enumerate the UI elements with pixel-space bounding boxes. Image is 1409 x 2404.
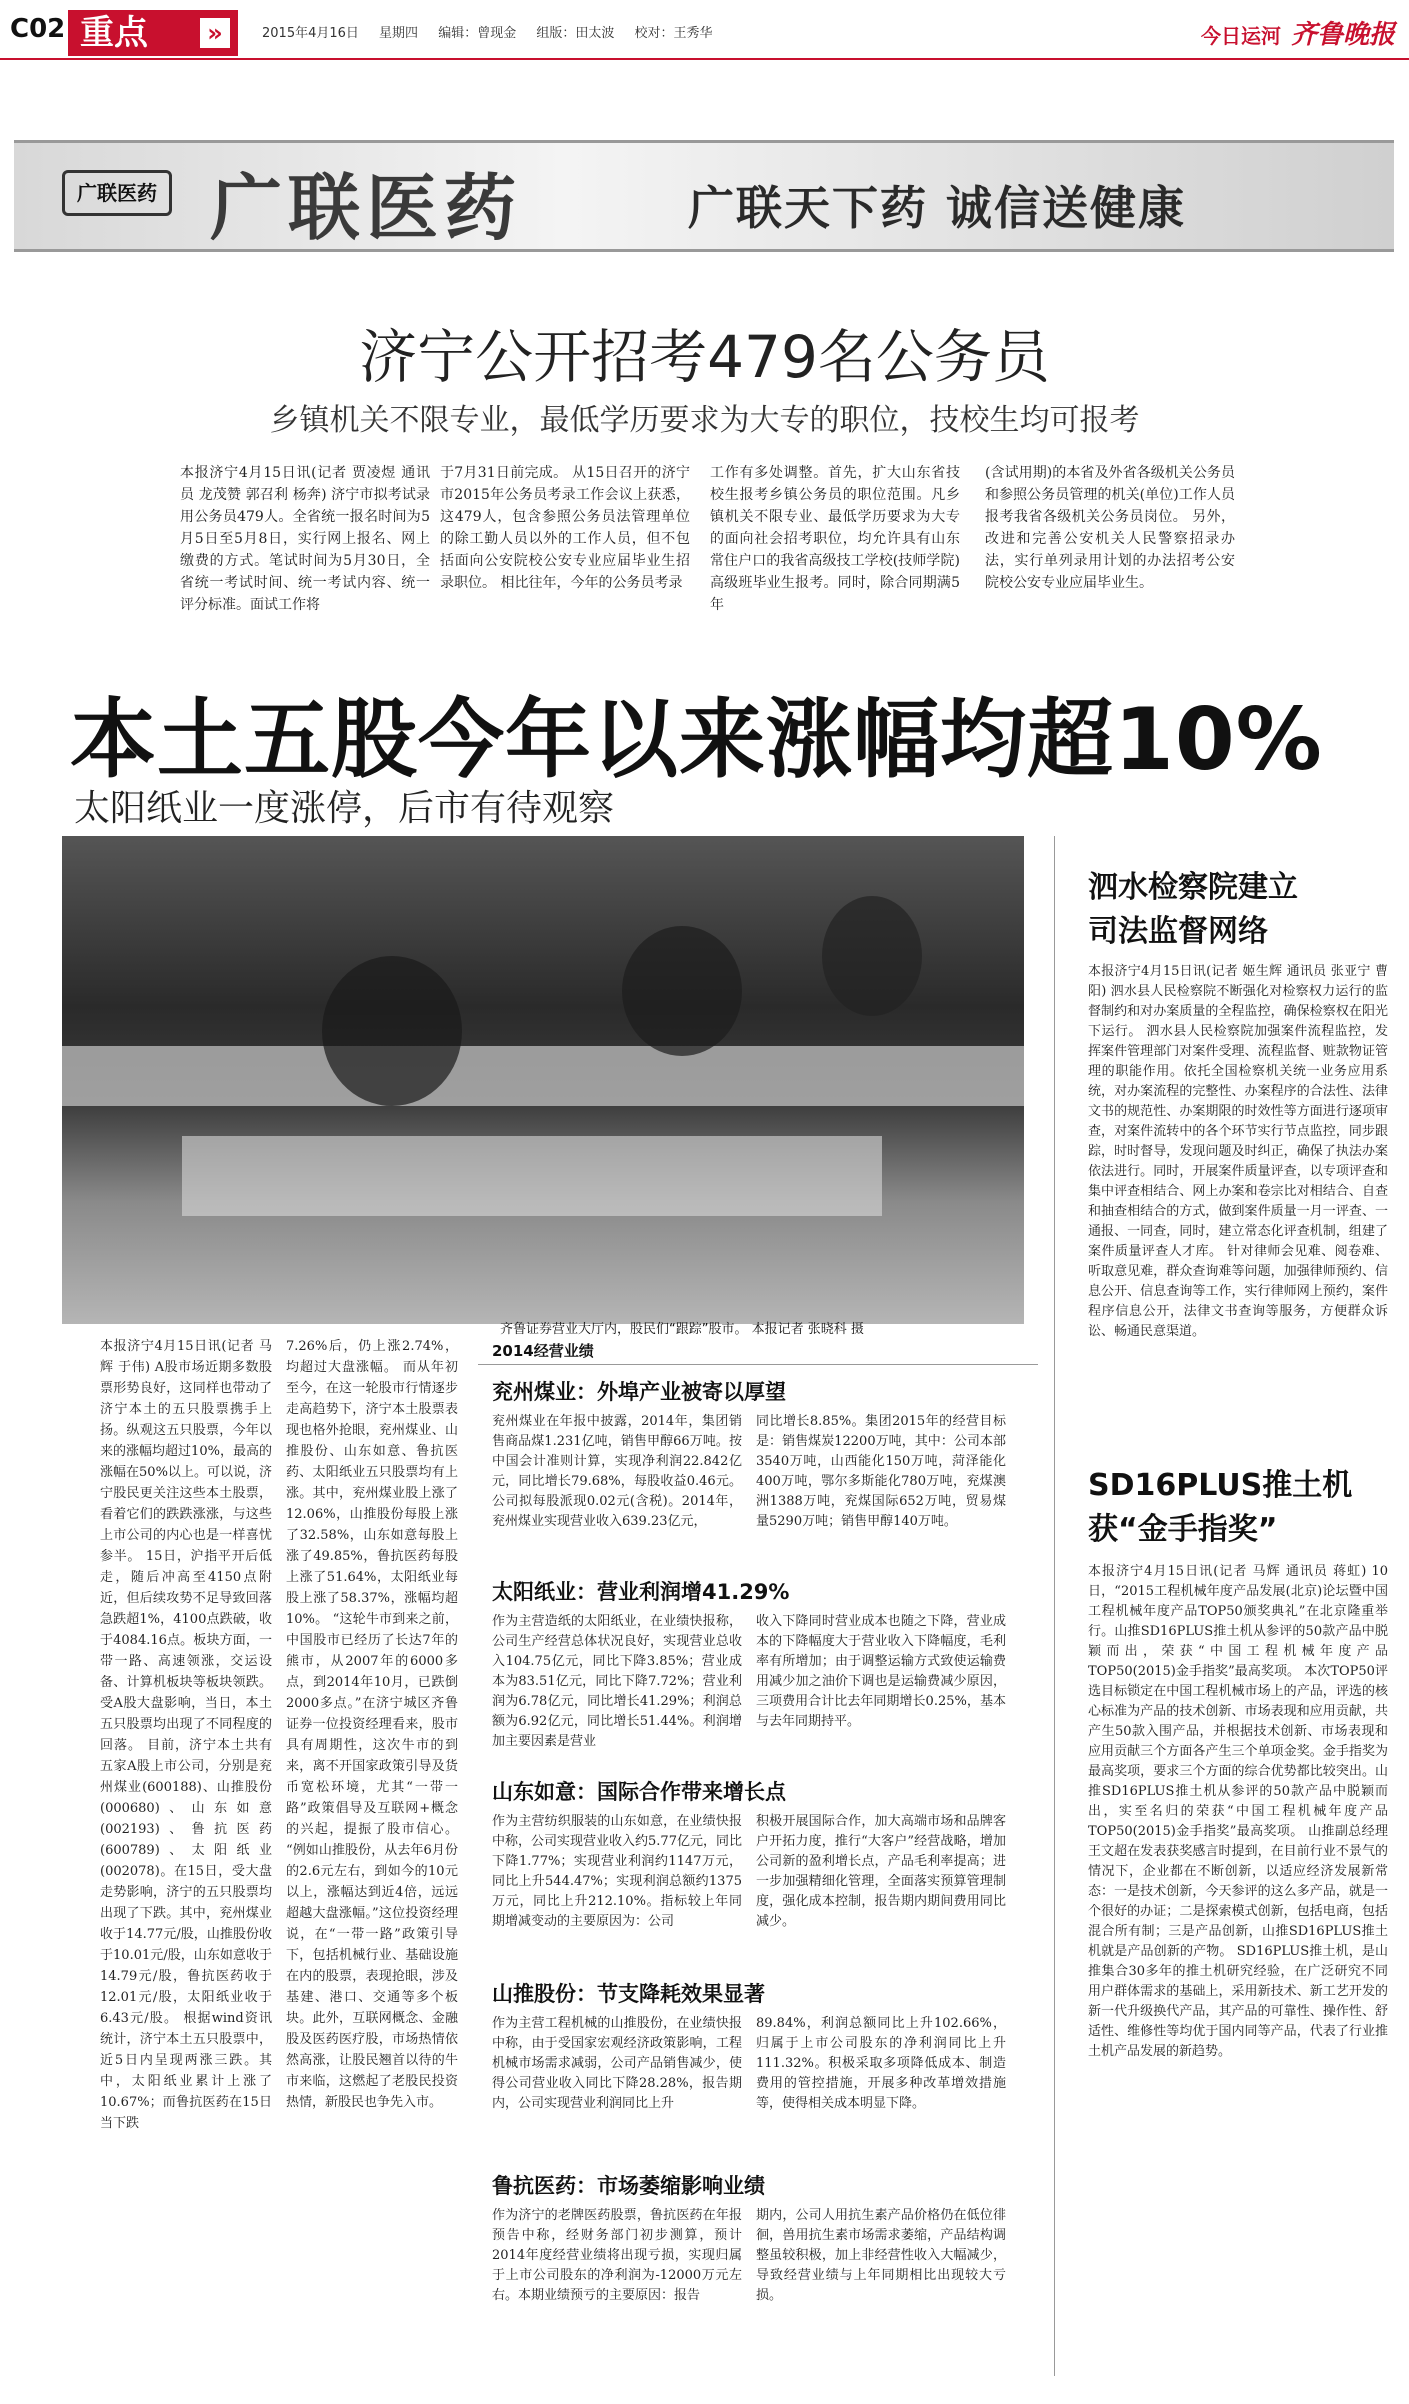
side1-body: 本报济宁4月15日讯(记者 姬生辉 通讯员 张亚宁 曹阳) 泗水县人民检察院不断强化对检察权力运行的监督制约和对办案质量的全程监控，确保检察权在阳光下运行。 泗水县人民检察院加强案件流程监控，发挥案件管理部门对案件受理、流程监督、赃款物证管理的职能作用。依托全国检察机关统一业务应用系统，对办案流程的完整性、办案程序的合法性、法律文书的规范性、办案期限的时效性等方面进行逐项审查，对案件流转中的各个环节实行节点监控，同步跟踪，时时督导，发现问题及时纠正，确保了执法办案依法进行。同时，开展案件质量评查，以专项评查和集中评查相结合、网上办案和卷宗比对相结合、自查和抽查相结合的方式，做到案件质量一月一评查、一通报、一同查，同时，建立常态化评查机制，组建了案件质量评查人才库。 针对律师会见难、阅卷难、听取意见难，群众查询难等问题，加强律师预约、信息公开、信息查询等工作，实行律师网上预约，案件程序信息公开，法律文书查询等服务，方便群众诉讼、畅通民意渠道。 (1088, 964, 1388, 1339)
section-name: 重点 (80, 13, 148, 53)
article1-headline: 济宁公开招考479名公务员 (359, 323, 1050, 391)
section-label (68, 10, 238, 56)
article2-headline: 本土五股今年以来涨幅均超10% (70, 690, 1323, 790)
annual-item-left: 作为主营纺织服装的山东如意，在业绩快报中称，公司实现营业收入约5.77亿元，同比下降1.77%；实现营业利润约1147万元，同比上升544.47%；实现利润总额约1375万元，同比上升212.10%。指标较上年同期增减变动的主要原因为：公司 (492, 1814, 742, 1929)
article1-col2: 于7月31日前完成。 从15日召开的济宁市2015年公务员考录工作会议上获悉，这479人，包含参照公务员法管理单位的除工勤人员以外的工作人员，但不包括面向公安院校公安专业应届毕业生招录职位。 相比往年，今年的公务员考录 (440, 465, 690, 591)
advert-name: 广联医药 (210, 166, 523, 250)
side2-headline (1088, 1464, 1352, 1552)
issue-date: 2015年4月16日 (262, 26, 359, 41)
paper-name: 齐鲁晚报 (1290, 20, 1395, 50)
column-divider (1054, 836, 1055, 2376)
article2-col2: 7.26%后，仍上涨2.74%，均超过大盘涨幅。 而从年初至今，在这一轮股市行情逐步走高趋势下，济宁本土股票表现也格外抢眼，兖州煤业、山推股份、山东如意、鲁抗医药、太阳纸业五只股票均有上涨。其中，兖州煤业股上涨了12.06%，山推股份每股上涨了32.58%，山东如意每股上涨了49.85%，鲁抗医药每股上涨了51.64%，太阳纸业每股上涨了58.37%，涨幅均超10%。 “这轮牛市到来之前，中国股市已经历了长达7年的熊市，从2007年的6000多点，到2014年10月，已跌倒2000多点。”在济宁城区齐鲁证券一位投资经理看来，股市具有周期性，这次牛市的到来，离不开国家政策引导及货币宽松环境，尤其“一带一路”政策倡导及互联网+概念的兴起，提振了股市信心。 “例如山推股份，从去年6月份的2.6元左右，到如今的10元以上，涨幅达到近4倍，远远超越大盘涨幅。”这位投资经理说，在“一带一路”政策引导下，包括机械行业、基础设施在内的股票，表现抢眼，涉及基建、港口、交通等多个板块。此外，互联网概念、金融股及医药医疗股，市场热情依然高涨，让股民翘首以待的牛市来临，这燃起了老股民投资热情，新股民也争先入市。 (286, 1339, 458, 2110)
column-tag: 今日运河 (1200, 24, 1281, 48)
page-number: C02 (10, 14, 66, 44)
annual-item-title: 鲁抗医药：市场萎缩影响业绩 (492, 2174, 765, 2198)
designer: 组版：田太波 (536, 26, 615, 41)
annual-item-title: 山推股份：节支降耗效果显著 (492, 1982, 765, 2006)
weekday: 星期四 (379, 26, 419, 41)
annual-item-right: 收入下降同时营业成本也随之下降，营业成本的下降幅度大于营业收入下降幅度，毛利率有所增加；由于调整运输方式致使运输费用减少加之油价下调也是运输费减少原因，三项费用合计比去年同期增长0.25%，基本与去年同期持平。 (756, 1614, 1006, 1729)
header-meta (262, 22, 729, 41)
article1-subheadline: 乡镇机关不限专业，最低学历要求为大专的职位，技校生均可报考 (269, 403, 1140, 438)
article1-col4: (含试用期)的本省及外省各级机关公务员和参照公务员管理的机关(单位)工作人员报考我省各级机关公务员岗位。 另外，改进和完善公安机关人民警察招录办法，实行单列录用计划的办法招考公安院校公安专业应届毕业生。 (985, 465, 1235, 591)
side1-headline-line2: 司法监督网络 (1088, 914, 1268, 949)
annual-item-left: 作为济宁的老牌医药股票，鲁抗医药在年报预告中称，经财务部门初步测算，预计2014年度经营业绩将出现亏损，实现归属于上市公司股东的净利润为-12000万元左右。本期业绩预亏的主要原因：报告 (492, 2208, 742, 2303)
annual-item-left: 兖州煤业在年报中披露，2014年，集团销售商品煤1.231亿吨，销售甲醇66万吨。按中国会计准则计算，实现净利润22.842亿元，同比增长79.68%，每股收益0.46元。公司拟每股派现0.02元(含税)。2014年，兖州煤业实现营业收入639.23亿元， (492, 1414, 742, 1529)
annual-item-right: 89.84%，利润总额同比上升102.66%，归属于上市公司股东的净利润同比上升111.32%。积极采取多项降低成本、制造费用的管控措施，开展多种改革增效措施等，使得相关成本明显下降。 (756, 2016, 1006, 2111)
chevron-right-icon: » (200, 18, 230, 48)
annual-item-right: 同比增长8.85%。集团2015年的经营目标是：销售煤炭12200万吨，其中：公司本部3540万吨，山西能化150万吨，菏泽能化400万吨，鄂尔多斯能化780万吨，兖煤澳洲1388万吨，兖煤国际652万吨，贸易煤量5290万吨；销售甲醇140万吨。 (756, 1414, 1006, 1529)
annual-item-title: 太阳纸业：营业利润增41.29% (492, 1580, 790, 1604)
annual-item-left: 作为主营造纸的太阳纸业，在业绩快报称，公司生产经营总体状况良好，实现营业总收入104.75亿元，同比下降3.85%；营业成本为83.51亿元，同比下降7.72%；营业利润为6.78亿元，同比增长41.29%；利润总额为6.92亿元，同比增长51.44%。利润增加主要因素是营业 (492, 1614, 742, 1749)
annual-item-right: 期内，公司人用抗生素产品价格仍在低位徘徊，兽用抗生素市场需求萎缩，产品结构调整虽较积极，加上非经营性收入大幅减少，导致经营业绩与上年同期相比出现较大亏损。 (756, 2208, 1006, 2303)
annual-results-rule (478, 1364, 1038, 1365)
side2-headline-line2: 获“金手指奖” (1088, 1512, 1278, 1547)
photo-caption: 齐鲁证券营业大厅内，股民们“跟踪”股市。 本报记者 张晓科 摄 (500, 1322, 864, 1337)
advert-slogan: 广联天下药 诚信送健康 (688, 181, 1187, 235)
article1-col3: 工作有多处调整。首先，扩大山东省技校生报考乡镇公务员的职位范围。凡乡镇机关不限专业、最低学历要求为大专的面向社会招考职位，均允许具有山东常住户口的我省高级技工学校(技师学院)高级班毕业生报考。同时，除合同期满5年 (710, 465, 960, 613)
annual-item-left: 作为主营工程机械的山推股份，在业绩快报中称，由于受国家宏观经济政策影响，工程机械市场需求减弱，公司产品销售减少，使得公司营业收入同比下降28.28%，报告期内，公司实现营业利润同比上升 (492, 2016, 742, 2111)
side1-headline (1088, 866, 1298, 954)
annual-results-tag: 2014经营业绩 (492, 1342, 594, 1360)
trading-hall-photo (62, 836, 1024, 1324)
article2-col1: 本报济宁4月15日讯(记者 马辉 于伟) A股市场近期多数股票形势良好，这同样也带动了济宁本土的五只股票携手上扬。纵观这五只股票，今年以来的涨幅均超过10%，最高的涨幅在50%以上。可以说，济宁股民更关注这些本土股票，看着它们的跌跌涨涨，与这些上市公司的内心也是一样喜忧参半。 15日，沪指平开后低走，随后冲高至4150点附近，但后续攻势不足导致回落急跌超1%，4100点跌破，收于4084.16点。板块方面，一带一路、高速领涨，交运设备、计算机板块等板块领跌。受A股大盘影响，当日，本土五只股票均出现了不同程度的回落。 目前，济宁本土共有五家A股上市公司，分别是兖州煤业(600188)、山推股份(000680)、山东如意(002193)、鲁抗医药(600789)、太阳纸业(002078)。在15日，受大盘走势影响，济宁的五只股票均出现了下跌。其中，兖州煤业收于14.77元/股，山推股份收于10.01元/股，山东如意收于14.79元/股，鲁抗医药收于12.01元/股，太阳纸业收于6.43元/股。 根据wind资讯统计，济宁本土五只股票中，近5日内呈现两涨三跌。其中，太阳纸业累计上涨了10.67%；而鲁抗医药在15日当下跌 (100, 1339, 272, 2131)
side2-headline-line1: SD16PLUS推土机 (1088, 1468, 1353, 1503)
article2-subheadline: 太阳纸业一度涨停，后市有待观察 (74, 788, 615, 829)
annual-item-title: 兖州煤业：外埠产业被寄以厚望 (492, 1380, 786, 1404)
annual-item-right: 积极开展国际合作，加大高端市场和品牌客户开拓力度，推行“大客户”经营战略，增加公司新的盈利增长点，产品毛利率提高；进一步加强精细化管理，全面落实预算管理制度，强化成本控制，报告期内期间费用同比减少。 (756, 1814, 1006, 1929)
advert-logo: 广联医药 (62, 170, 172, 216)
annual-item-title: 山东如意：国际合作带来增长点 (492, 1780, 786, 1804)
proofreader: 校对：王秀华 (634, 26, 713, 41)
article1-col1: 本报济宁4月15日讯(记者 贾凌煜 通讯员 龙茂赞 郭召利 杨奔) 济宁市拟考试录用公务员479人。全省统一报名时间为5月5日至5月8日，实行网上报名、网上缴费的方式。笔试时间为5月30日，全省统一考试时间、统一考试内容、统一评分标准。面试工作将 (180, 465, 430, 613)
editor: 编辑：曾现金 (438, 26, 517, 41)
side2-body: 本报济宁4月15日讯(记者 马辉 通讯员 蒋虹) 10日，“2015工程机械年度产品发展(北京)论坛暨中国工程机械年度产品TOP50颁奖典礼”在北京隆重举行。山推SD16PLUS推土机从参评的50款产品中脱颖而出，荣获“中国工程机械年度产品TOP50(2015)金手指奖”最高奖项。 本次TOP50评选目标锁定在中国工程机械市场上的产品，评选的核心标准为产品的技术创新、市场表现和应用贡献，共产生50款入围产品，并根据技术创新、市场表现和应用贡献三个方面各产生三个单项金奖。金手指奖为最高奖项，要求三个方面的综合优势都比较突出。山推SD16PLUS推土机从参评的50款产品中脱颖而出，实至名归的荣获“中国工程机械年度产品TOP50(2015)金手指奖”最高奖项。 山推副总经理王文超在发表获奖感言时提到，在目前行业不景气的情况下，企业都在不断创新，以适应经济发展新常态：一是技术创新，今天参评的这么多产品，就是一个很好的办证；二是探索模式创新，包括电商，包括混合所有制；三是产品创新，山推SD16PLUS推土机就是产品创新的产物。 SD16PLUS推土机，是山推集合30多年的推土机研究经验，在广泛研究不同用户群体需求的基础上，采用新技术、新工艺开发的新一代升级换代产品，其产品的可靠性、操作性、舒适性、维修性等均优于国内同等产品，代表了行业推土机产品发展的新趋势。 (1088, 1564, 1388, 2059)
masthead (1201, 14, 1395, 51)
side1-headline-line1: 泗水检察院建立 (1088, 870, 1298, 905)
